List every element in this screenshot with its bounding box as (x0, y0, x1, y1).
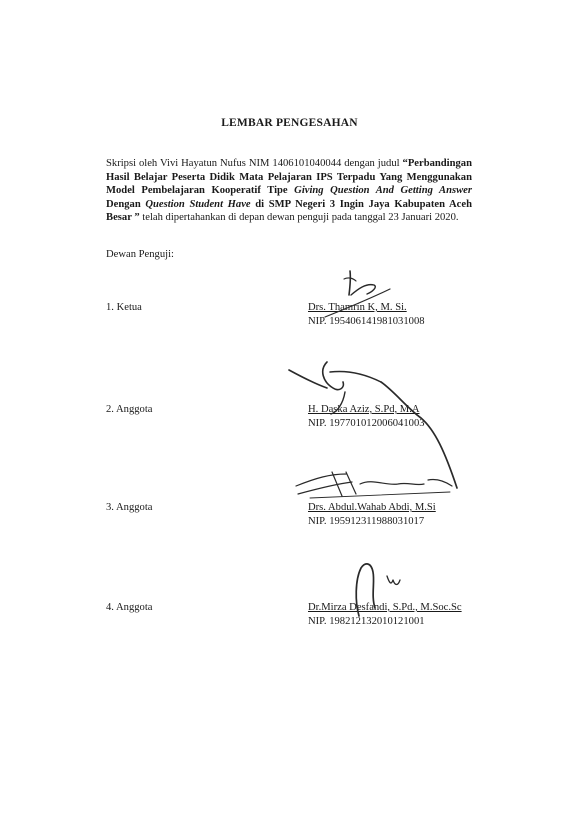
thesis-title-model-1: Giving Question And Getting Answer (294, 185, 472, 197)
examiner-nip: NIP. 195912311988031017 (308, 516, 425, 527)
examiner-name: Drs. Abdul.Wahab Abdi, M.Si (308, 502, 436, 513)
examiner-role: 1. Ketua (106, 302, 142, 313)
examiner-role: 3. Anggota (106, 502, 153, 513)
examiner-name: Drs. Thamrin K, M. Si. (308, 302, 407, 313)
examiner-role: 4. Anggota (106, 602, 153, 613)
signature-ketua (320, 265, 400, 320)
thesis-title-model-2: Question Student Have (145, 198, 251, 210)
page-title: LEMBAR PENGESAHAN (221, 117, 358, 129)
examiner-role: 2. Anggota (106, 404, 153, 415)
examiner-nip: NIP. 198212132010121001 (308, 616, 425, 627)
statement-outro: telah dipertahankan di depan dewan penguji pada tanggal 23 Januari 2020. (139, 212, 459, 224)
signature-anggota-2 (290, 462, 460, 502)
examiner-nip: NIP. 197701012006041003 (308, 418, 425, 429)
statement-intro: Skripsi oleh Vivi Hayatun Nufus NIM 1406101040044 dengan judul (106, 158, 403, 169)
thesis-title: “Perbandingan Hasil Belajar Peserta Didik Mata Pelajaran IPS Terpadu Yang Menggunakan Model Pembelajaran Kooperatif Tipe (106, 158, 472, 197)
thesis-title-connector: Dengan (106, 198, 146, 210)
approval-statement (106, 157, 472, 225)
examiner-board-label: Dewan Penguji: (106, 249, 174, 260)
examiner-nip: NIP. 195406141981031008 (308, 316, 425, 327)
examiner-name: H. Daska Aziz, S.Pd, M.A (308, 404, 420, 415)
thesis-title-location: di SMP Negeri 3 Ingin Jaya Kabupaten Aceh Besar ” (106, 198, 472, 224)
examiner-name: Dr.Mirza Desfandi, S.Pd., M.Soc.Sc (308, 602, 462, 613)
signature-anggota-3 (345, 558, 415, 620)
